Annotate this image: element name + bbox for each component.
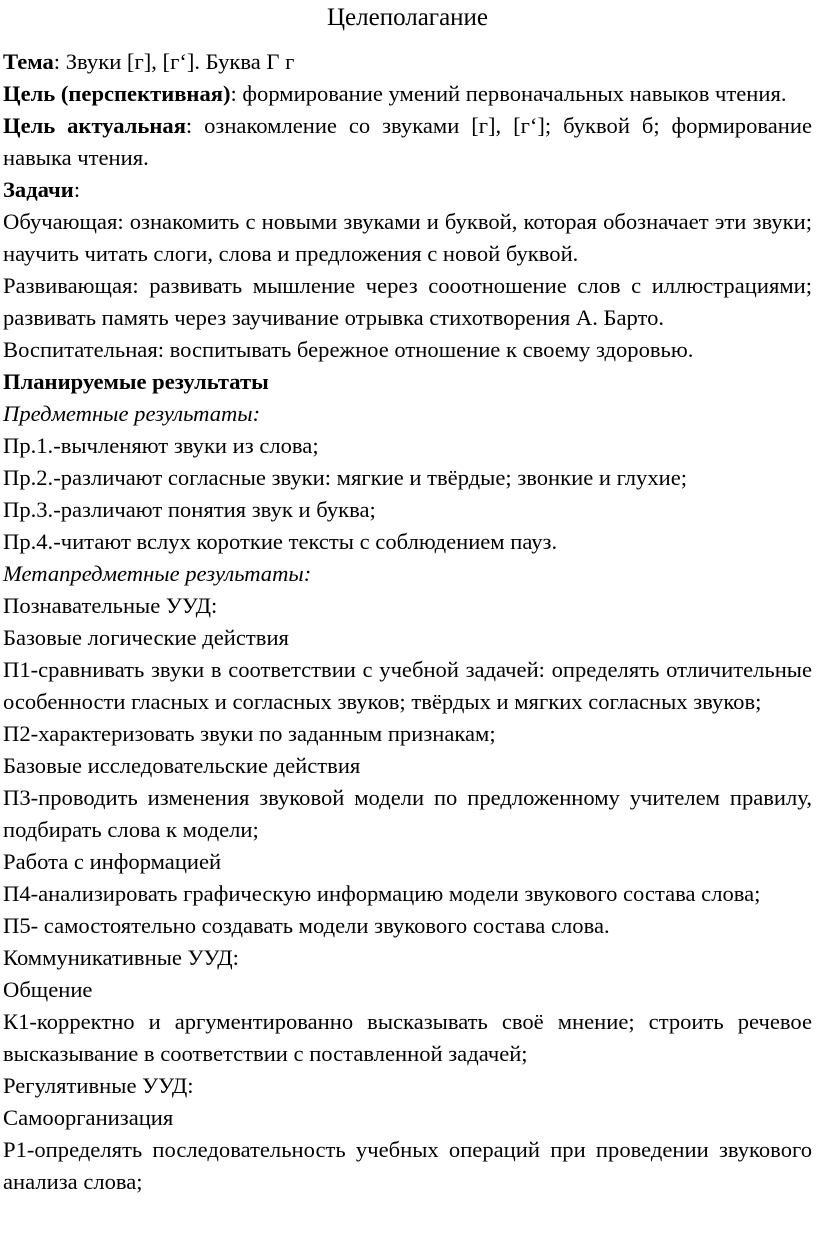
task-educational: Воспитательная: воспитывать бережное отношение к своему здоровью. [3,337,694,362]
meta-results-heading: Метапредметные результаты: [3,561,312,586]
communicative-uud-heading: Коммуникативные УУД: [3,945,239,970]
cognitive-uud-heading: Познавательные УУД: [3,593,218,618]
subject-result-4: Пр.4.-читают вслух короткие тексты с соблюдением пауз. [3,529,558,554]
basic-research-heading: Базовые исследовательские действия [3,753,361,778]
subject-results-heading: Предметные результаты: [3,401,261,426]
regulatory-uud-heading: Регулятивные УУД: [3,1073,194,1098]
cognitive-p1: П1-сравнивать звуки в соответствии с учебной задачей: определять отличительные особенности гласных и согласных звуков; твёрдых и мягких согласных звуков; [3,657,812,714]
subject-result-3: Пр.3.-различают понятия звук и буква; [3,497,376,522]
page-title: Целеполагание [326,4,489,31]
goal-perspective-paragraph [3,78,812,110]
goal-actual-paragraph [3,110,812,174]
planned-results-heading: Планируемые результаты [3,369,269,394]
cognitive-p3: П3-проводить изменения звуковой модели по предложенному учителем правилу, подбирать слова к модели; [3,785,812,842]
goal-perspective-label: Цель (перспективная) [3,81,231,106]
task-developing: Развивающая: развивать мышление через сооотношение слов с иллюстрациями; развивать память через заучивание отрывка стихотворения А. Барто. [3,273,812,330]
tasks-heading [3,174,812,206]
goal-actual-label: Цель актуальная [3,113,186,138]
topic-line [3,46,812,78]
task-teaching: Обучающая: ознакомить с новыми звуками и буквой, которая обозначает эти звуки; научить читать слоги, слова и предложения с новой буквой. [3,209,812,266]
subject-result-2: Пр.2.-различают согласные звуки: мягкие и твёрдые; звонкие и глухие; [3,465,688,490]
tasks-colon: : [73,177,81,202]
communicative-k1: К1-корректно и аргументированно высказывать своё мнение; строить речевое высказывание в соответствии с поставленной задачей; [3,1009,812,1066]
regulatory-r1: Р1-определять последовательность учебных операций при проведении звукового анализа слова; [3,1137,812,1194]
topic-label: Тема [3,49,54,74]
basic-logical-heading: Базовые логические действия [3,625,289,650]
cognitive-p2: П2-характеризовать звуки по заданным признакам; [3,721,496,746]
goal-perspective-text: : формирование умений первоначальных навыков чтения. [230,81,787,106]
self-organization-heading: Самоорганизация [3,1105,174,1130]
tasks-label: Задачи [3,177,74,202]
info-work-heading: Работа с информацией [3,849,222,874]
communication-heading: Общение [3,977,93,1002]
topic-text: : Звуки [г], [г‘]. Буква Г г [53,49,295,74]
cognitive-p4: П4-анализировать графическую информацию модели звукового состава слова; [3,881,761,906]
goal-actual-text: : ознакомление со звуками [г], [г‘]; буквой б; формирование навыка чтения. [3,113,812,170]
cognitive-p5: П5- самостоятельно создавать модели звукового состава слова. [3,913,610,938]
subject-result-1: Пр.1.-вычленяют звуки из слова; [3,433,319,458]
